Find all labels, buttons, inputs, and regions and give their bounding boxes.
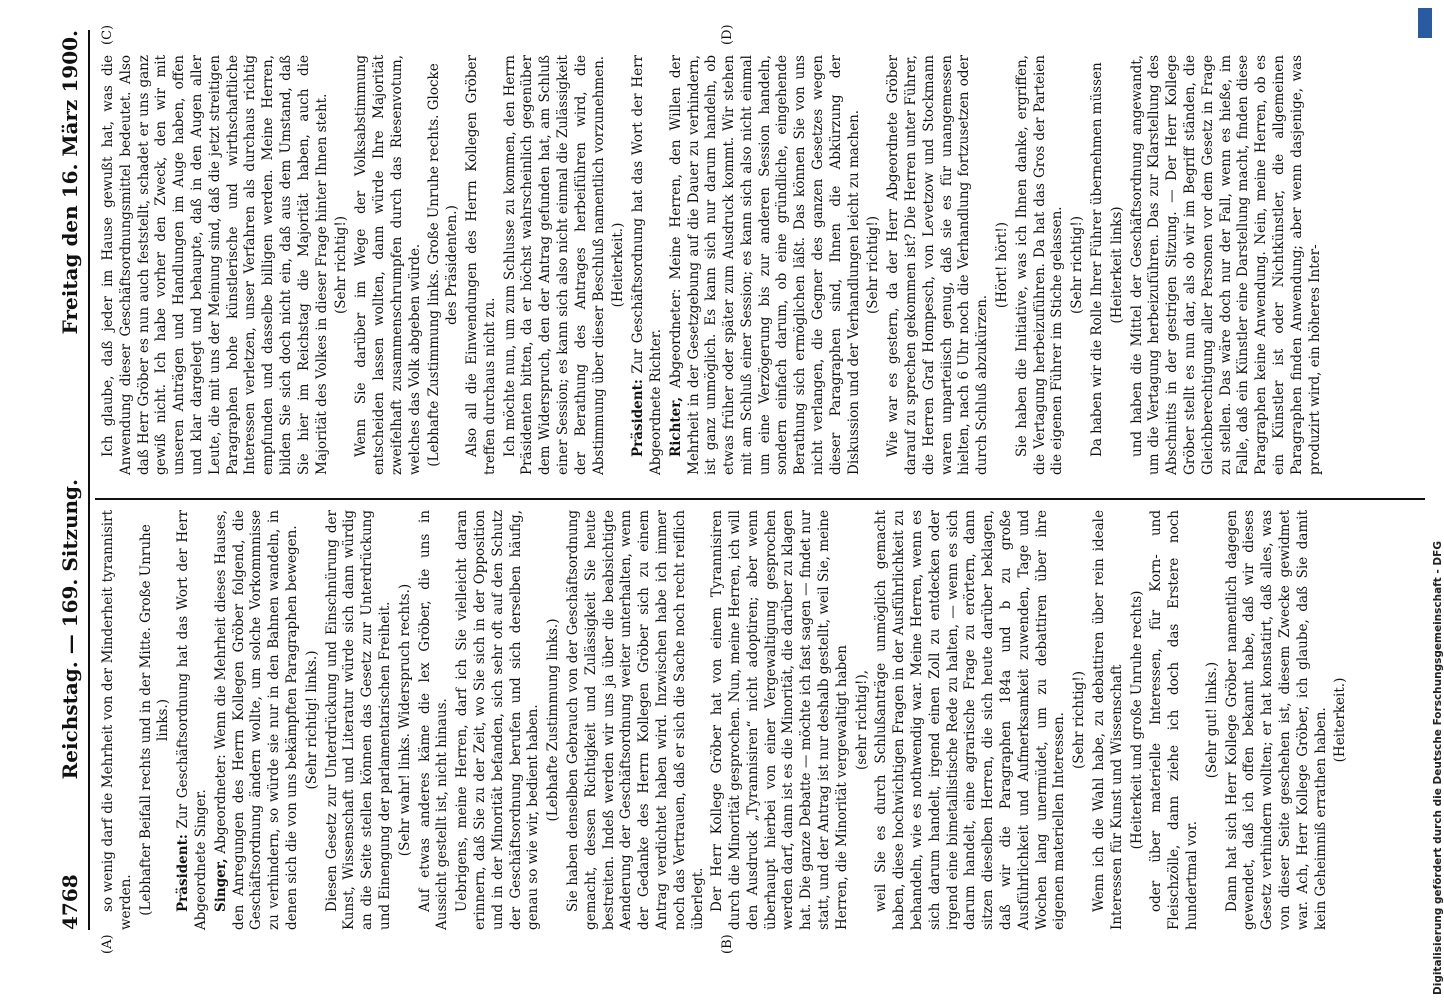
paragraph xyxy=(885,55,992,475)
paragraph-text: und haben die Mittel der Geschäftsordnung angewandt, um die Vertagung herbeizuführen. Das zur Klarstellung des Abschnitts in der gestrigen Sitzung. — Der Herr Kollege Gröber stellt es nun dar, als ob wir im Begriff ständen, die Gleichberechtigung aller Personen vor dem Gesetz in Frage zu stellen. Das wäre doch nur der Fall, wenn es hieße, im Falle, daß ein Künstler eine Darstellung macht, finden diese Paragraphen keine Anwendung. Nein, meine Herren, ob es ein Künstler ist oder Nichtkünstler, die allgemeinen Paragraphen finden Anwendung; aber wenn dasjenige, was produzirt wird, ein höheres Inter- xyxy=(1128,55,1323,475)
paragraph xyxy=(1091,510,1127,930)
paragraph xyxy=(100,55,331,475)
paragraph-text: Diesen Gesetz zur Unterdrückung und Einschnürung der Kunst, Wissenschaft und Literatur würde sich dann würdig an die Seite stellen können das Gesetz zur Unterdrückung und Einengung der parlamentarischen Freiheit. xyxy=(323,510,393,930)
paragraph-text: Wenn Sie darüber im Wege der Volksabstimmung entscheiden lassen wollten, dann würde Ihre Majorität zweifelhaft zusammenschrumpfen durch das Riesenvotum, welches das Volk abgeben würde. xyxy=(353,55,423,475)
paragraph-text: Wie war es gestern, da der Herr Abgeordnete Gröber darauf zu sprechen gekommen ist? Die Herren unter Führer, die Herren Graf Hompesch, von Levetzow und Stockmann waren unparteiisch genug, daß sie es für unangemessen hielten, nach 6 Uhr noch die Verhandlung fortzusetzen oder durch Schluß abzukürzen. xyxy=(885,55,991,475)
left-column xyxy=(100,510,1420,930)
paragraph xyxy=(1224,510,1331,930)
session-title: Reichstag. — 169. Sitzung. xyxy=(58,478,82,780)
paragraph xyxy=(1014,55,1067,475)
paragraph-text: Ich glaube, daß jeder im Hause gewußt hat, was die Anwendung dieser Geschäftsordnungsmittel bedeutet. Also daß Herr Gröber es nun auch feststellt, schadet er uns ganz gewiß nicht. Ich habe vorher den Zweck, den wir mit unseren Anträgen und Handlungen im Auge haben, offen und klar dargelegt und behaupte, daß in den Augen aller Leute, die mit uns der Meinung sind, daß die jetzt streitigen Paragraphen hohe künstlerische und wirthschaftliche Interessen verletzen, unser Verfahren als durchaus richtig empfunden und dasselbe billigen werden. Meine Herren, bilden Sie sich doch nicht ein, daß aus dem Umstand, daß Sie hier im Reichstag die Majorität haben, auch die Majorität des Volkes in dieser Frage hinter Ihnen steht. xyxy=(100,55,330,475)
session-date: Freitag den 16. März 1900. xyxy=(58,30,82,335)
paragraph xyxy=(175,510,211,930)
paragraph-text: oder über materielle Interessen, für Korn- und Fleischzölle, dann ziehe ich doch das Erstere noch hundertmal vor. xyxy=(1148,510,1201,930)
paragraph-text: Auf etwas anderes käme die lex Gröber, die uns in Aussicht gestellt ist, nicht hinaus. xyxy=(416,510,451,930)
digitization-note: Digitalisierung gefördert durch die Deutsche Forschungsgemeinschaft - DFG xyxy=(1432,541,1444,995)
paragraph-text: Zur Geschäftsordnung hat das Wort der Herr Abgeordnete Singer. xyxy=(175,510,209,930)
remark-line: (Sehr wahr! links. Widerspruch rechts.) xyxy=(396,583,413,857)
margin-marker-d: (D) xyxy=(720,24,735,45)
paragraph-text: Abgeordneter: Meine Herren, den Willen der Mehrheit in der Gesetzgebung auf die Dauer zu verhindern, ist ganz unmöglich. Es kann sich nur darum handeln, ob etwas früher oder später zum Ausdruck kommt. Wir stehen mit am Schluß einer Session; es kann sich also nicht einmal um eine Verzögerung bis zur anderen Session handeln, sondern einfach darum, ob eine gründliche, eingehende Berathung sich ermöglichen läßt. Das können Sie von uns nicht verlangen, die Gegner des ganzen Gesetzes wegen dieser Paragraphen sind, Ihnen die Abkürzung der Diskussion und der Verhandlungen leicht zu machen. xyxy=(667,55,862,475)
paragraph xyxy=(1148,510,1201,930)
remark-line: (Lebhafte Zustimmung links. Große Unruhe rechts. Glocke des Präsidenten.) xyxy=(426,63,461,467)
paragraph-text: Sie haben denselben Gebrauch von der Geschäftsordnung gemacht, dessen Richtigkeit und Zulässigkeit Sie heute bestreiten. Indeß werden wir uns ja über die beabsichtigte Aenderung der Geschäftsordnung weiter unterhalten, wenn der Gedanke des Herrn Kollegen Gröber sich zu einem Antrag verdichtet haben wird. Inzwischen habe ich immer noch das Vertrauen, daß er sich die Sache noch recht reiflich überlegt. xyxy=(564,510,706,930)
remark-line: (Sehr gut! links.) xyxy=(1203,661,1220,779)
paragraph xyxy=(100,510,136,930)
page-header xyxy=(55,30,85,930)
page-number: 4768 xyxy=(58,874,82,930)
dfg-logo xyxy=(1418,8,1432,38)
margin-marker-b: (B) xyxy=(720,934,735,954)
paragraph xyxy=(630,55,666,475)
remark-line: (Heiterkeit links) xyxy=(1108,206,1125,324)
remark-line: (Sehr richtig!) xyxy=(333,215,350,315)
column-separator xyxy=(95,498,1425,500)
paragraph xyxy=(502,55,609,475)
paragraph xyxy=(324,510,395,930)
paragraph xyxy=(873,510,1069,930)
paragraph-text: Der Herr Kollege Gröber hat von einem Tyrannisiren durch die Minorität gesprochen. Nun, meine Herren, ich will den Ausdruck „Tyrannisiren“ nicht adoptiren; aber wenn überhaupt hierbei von einer Vergewaltigung gesprochen werden darf, dann ist es die Minorität, die darüber zu klagen hat. Die ganze Debatte — möchte ich fast sagen — findet nur statt, und der Antrag ist nur deshalb gestellt, weil Sie, meine Herren, die Minorität vergewaltigt haben xyxy=(709,510,850,930)
paragraph-text: so wenig darf die Mehrheit von der Minderheit tyrannisirt werden. xyxy=(100,510,134,930)
margin-marker-c: (C) xyxy=(100,24,115,45)
paragraph xyxy=(709,510,851,930)
remark-line: (Hört! hört!) xyxy=(994,221,1011,309)
paragraph xyxy=(353,55,424,475)
paragraph xyxy=(1129,55,1325,475)
remark-line: (sehr richtig!), xyxy=(853,669,870,771)
paragraph-text: Da haben wir die Rolle Ihrer Führer übernehmen müssen xyxy=(1089,62,1106,457)
paragraph-text: weil Sie es durch Schlußanträge unmöglich gemacht haben, diese hochwichtigen Fragen in der Ausführlichkeit zu behandeln, wie es nothwendig war. Meine Herren, wenn es sich darum handelt, irgend einen Zoll zu entdecken oder irgend eine bimetallistische Rede zu halten, — wenn es sich darum handelt, eine agrarische Frage zu erörtern, dann sitzen dieselben Herren, die sich heute darüber beklagen, daß wir die Paragraphen 184a und b zu große Ausführlichkeit und Aufmerksamkeit zuwenden, Tage und Wochen lang unermüdet, um zu debattiren über ihre eigenen materiellen Interessen. xyxy=(873,510,1068,930)
remark-line: (Sehr richtig!) xyxy=(1071,670,1088,770)
remark-line: (Heiterkeit.) xyxy=(610,222,627,308)
speaker-name: Singer, xyxy=(212,858,229,912)
paragraph xyxy=(565,510,707,930)
paragraph-text: Ich möchte nun, um zum Schlusse zu kommen, den Herrn Präsidenten bitten, da er höchst wahrscheinlich gegenüber dem Widerspruch, den der Antrag gefunden hat, am Schluß einer Session; es kann sich also nicht einmal die Zulässigkeit der Berathung des Antrages herbeiführen wird, die Abstimmung über dieser Beschluß namentlich vorzunehmen. xyxy=(501,55,607,475)
remark-line: (Lebhafter Beifall rechts und in der Mitte. Große Unruhe links.) xyxy=(137,524,172,916)
paragraph xyxy=(417,510,453,930)
margin-marker-a: (A) xyxy=(100,934,115,954)
paragraph-text: Dann hat sich Herr Kollege Gröber namentlich dagegen gewendet, daß ich offen bekannt habe, daß wir dieses Gesetz verhindern wollten; er hat konstatirt, daß alles, was von dieser Seite geschehen ist, diesem Zwecke gewidmet war. Ach, Herr Kollege Gröber, ich glaube, daß Sie damit kein Geheimniß errathen haben. xyxy=(1223,510,1329,930)
remark-line: (Heiterkeit.) xyxy=(1332,677,1349,763)
remark-line: (Heiterkeit und große Unruhe rechts) xyxy=(1128,590,1145,850)
paragraph-text: Zur Geschäftsordnung hat das Wort der Herr Abgeordnete Richter. xyxy=(630,55,664,475)
paragraph xyxy=(464,55,500,475)
right-column xyxy=(100,55,1420,475)
speaker-name: Richter, xyxy=(667,396,684,457)
remark-line: (Sehr richtig! links.) xyxy=(303,650,320,790)
paragraph xyxy=(668,55,864,475)
paragraph-text: Sie haben die Initiative, was ich Ihnen danke, ergriffen, die Vertagung herbeizuführen. Da hat das Gros der Parteien die eigenen Führer im Stiche gelassen. xyxy=(1013,55,1066,475)
remark-line: (Sehr richtig!) xyxy=(1069,215,1086,315)
speaker-name: Präsident: xyxy=(630,379,647,457)
paragraph-text: Abgeordneter: Wenn die Mehrheit dieses Hauses, den Anregungen des Herrn Kollegen Gröber folgend, die Geschäftsordnung ändern wollte, um solche Vorkommnisse zu verhindern, so würde sie nur in den Bahnen wandeln, in denen sich die von uns bekämpften Paragraphen bewegen. xyxy=(212,510,300,930)
speaker-name: Präsident: xyxy=(175,834,192,912)
paragraph-text: Also all die Einwendungen des Herrn Kollegen Gröber treffen durchaus nicht zu. xyxy=(463,55,498,475)
paragraph xyxy=(1089,55,1107,475)
remark-line: (Sehr richtig!) xyxy=(865,215,882,315)
paragraph-text: Uebrigens, meine Herren, darf ich Sie vielleicht daran erinnern, daß Sie zu der Zeit, wo Sie sich in der Opposition und in der Minorität befanden, sich sehr oft auf den Schutz der Geschäftsordnung berufen und sich derselben häufig, genau so wie wir, bedient haben. xyxy=(454,510,542,930)
paragraph xyxy=(454,510,543,930)
remark-line: (Lebhafte Zustimmung links.) xyxy=(545,618,562,822)
header-rule xyxy=(88,30,90,930)
paragraph-text: Wenn ich die Wahl habe, zu debattiren über rein ideale Interessen für Kunst und Wissenschaft xyxy=(1091,510,1125,930)
paragraph xyxy=(213,510,302,930)
